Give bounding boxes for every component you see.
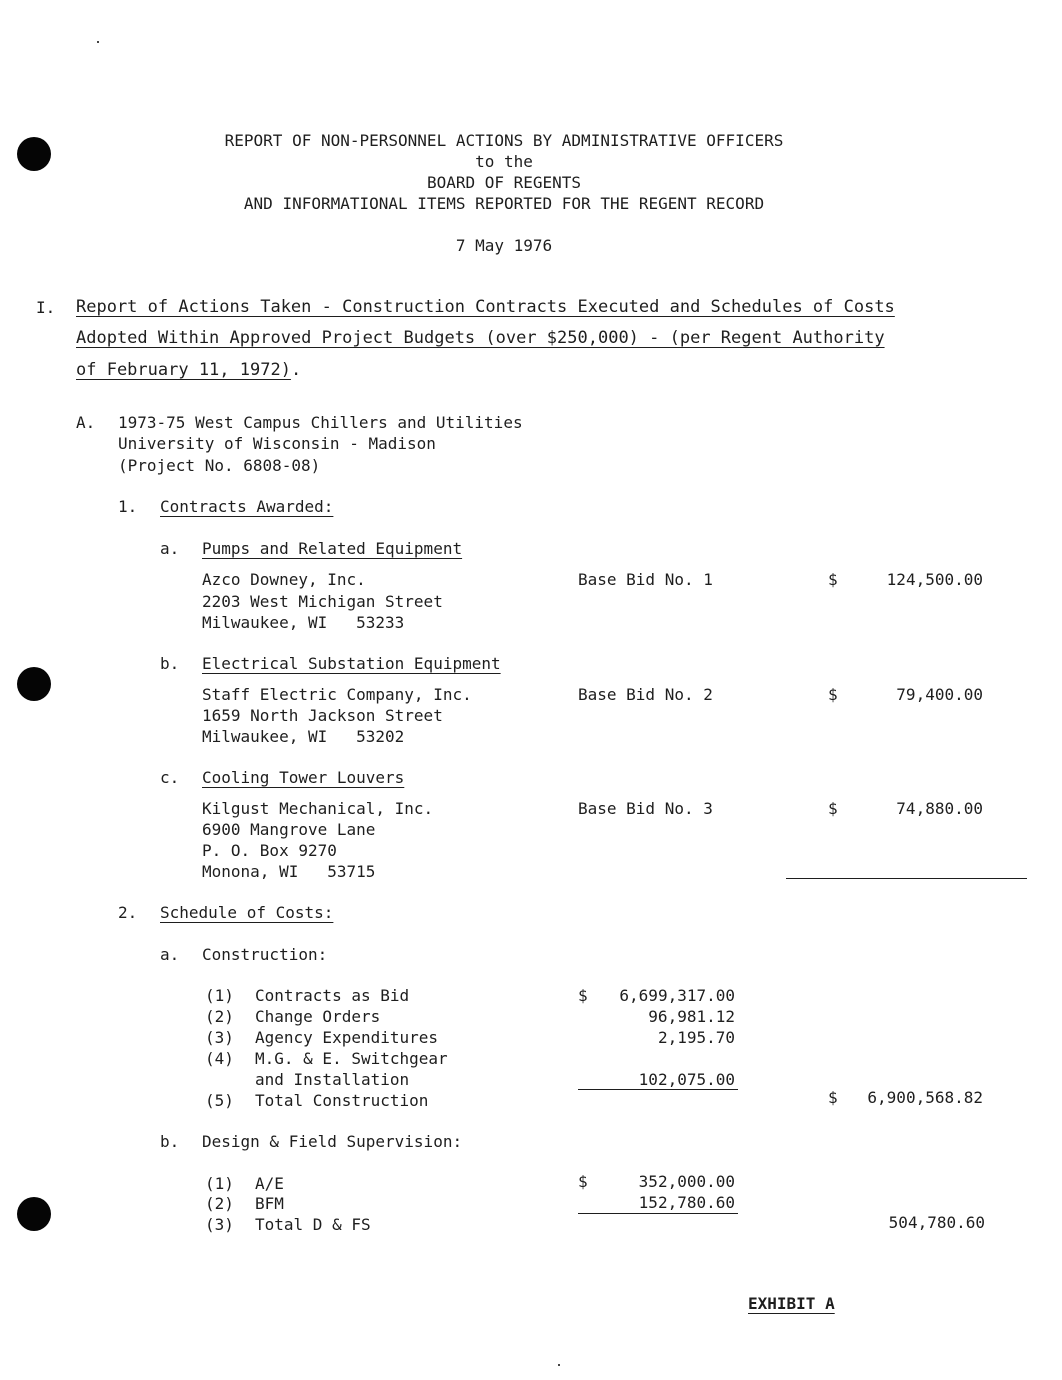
contract-a-address-3: Milwaukee, WI 53233 (202, 613, 405, 632)
contract-c-currency: $ (828, 799, 838, 818)
contract-b-currency: $ (828, 685, 838, 704)
contract-b-address-1: Staff Electric Company, Inc. (202, 685, 472, 704)
design-subtotal-rule (578, 1213, 738, 1214)
contract-b-address-3: Milwaukee, WI 53202 (202, 727, 405, 746)
section-title-line-3 (76, 360, 301, 381)
contract-c-address-3: P. O. Box 9270 (202, 841, 337, 860)
scan-speck (558, 1364, 560, 1366)
contract-c-letter: c. (160, 768, 180, 787)
schedule-number: 2. (118, 903, 138, 922)
contract-c-title: Cooling Tower Louvers (202, 768, 405, 787)
construction-row-1-num: (1) (205, 986, 234, 1005)
construction-row-4-num: (4) (205, 1049, 234, 1068)
exhibit-label: EXHIBIT A (748, 1294, 835, 1313)
construction-row-1-label: Contracts as Bid (255, 986, 410, 1005)
contract-a-amount: 124,500.00 (886, 570, 983, 589)
design-row-3-label: Total D & FS (255, 1215, 371, 1234)
design-row-1-label: A/E (255, 1174, 284, 1193)
contract-a-letter: a. (160, 539, 180, 558)
construction-row-5-num: (5) (205, 1091, 234, 1110)
design-row-2-amount: 152,780.60 (638, 1193, 735, 1212)
punch-hole-middle (17, 667, 51, 701)
contracts-heading: Contracts Awarded: (160, 497, 334, 516)
project-line-2: University of Wisconsin - Madison (118, 434, 436, 453)
construction-row-2-label: Change Orders (255, 1007, 381, 1026)
header-line-1: REPORT OF NON-PERSONNEL ACTIONS BY ADMINISTRATIVE OFFICERS (224, 131, 784, 150)
section-title-line-2: Adopted Within Approved Project Budgets (over $250,000) - (per Regent Authority (76, 328, 885, 348)
header-line-4: AND INFORMATIONAL ITEMS REPORTED FOR THE REGENT RECORD (243, 194, 765, 213)
contract-a-address-1: Azco Downey, Inc. (202, 570, 366, 589)
project-letter: A. (76, 413, 96, 432)
design-row-1-num: (1) (205, 1174, 234, 1193)
contract-a-bid: Base Bid No. 1 (578, 570, 713, 589)
section-title-period: . (290, 360, 302, 380)
construction-letter: a. (160, 945, 180, 964)
report-date: 7 May 1976 (455, 236, 553, 255)
contracts-total-rule (786, 878, 1027, 879)
construction-row-2-amount: 96,981.12 (648, 1007, 735, 1026)
scan-speck (97, 41, 99, 43)
design-total-amount: 504,780.60 (888, 1213, 985, 1232)
contract-a-title: Pumps and Related Equipment (202, 539, 463, 558)
contract-a-address-2: 2203 West Michigan Street (202, 592, 443, 611)
header-line-2: to the (475, 152, 533, 171)
contracts-number: 1. (118, 497, 138, 516)
construction-heading: Construction: (202, 945, 328, 964)
contract-c-address-2: 6900 Mangrove Lane (202, 820, 376, 839)
construction-total-amount: 6,900,568.82 (867, 1088, 983, 1107)
contract-a-currency: $ (828, 570, 838, 589)
construction-row-3-amount: 2,195.70 (657, 1028, 735, 1047)
design-heading: Design & Field Supervision: (202, 1132, 463, 1151)
construction-row-4-label-cont: and Installation (255, 1070, 410, 1089)
design-row-3-num: (3) (205, 1215, 234, 1234)
construction-subtotal-rule (578, 1089, 738, 1090)
contract-c-amount: 74,880.00 (896, 799, 983, 818)
construction-row-1-amount: 6,699,317.00 (619, 986, 735, 1005)
section-title-text: of February 11, 1972) (76, 360, 291, 380)
header-line-3: BOARD OF REGENTS (426, 173, 582, 192)
schedule-heading: Schedule of Costs: (160, 903, 334, 922)
contract-b-letter: b. (160, 654, 180, 673)
construction-row-1-currency: $ (578, 986, 588, 1005)
contract-b-bid: Base Bid No. 2 (578, 685, 713, 704)
project-line-3: (Project No. 6808-08) (118, 456, 321, 475)
section-title-line-1: Report of Actions Taken - Construction Contracts Executed and Schedules of Costs (76, 297, 895, 317)
construction-row-2-num: (2) (205, 1007, 234, 1026)
contract-b-address-2: 1659 North Jackson Street (202, 706, 443, 725)
construction-row-4-amount: 102,075.00 (638, 1070, 735, 1089)
section-numeral: I. (36, 298, 56, 317)
project-line-1: 1973-75 West Campus Chillers and Utilities (118, 413, 523, 432)
construction-row-5-label: Total Construction (255, 1091, 429, 1110)
design-row-2-num: (2) (205, 1194, 234, 1213)
construction-row-3-label: Agency Expenditures (255, 1028, 439, 1047)
contract-c-address-4: Monona, WI 53715 (202, 862, 376, 881)
design-letter: b. (160, 1132, 180, 1151)
contract-c-bid: Base Bid No. 3 (578, 799, 713, 818)
design-row-1-currency: $ (578, 1172, 588, 1191)
construction-row-3-num: (3) (205, 1028, 234, 1047)
design-row-2-label: BFM (255, 1194, 284, 1213)
design-row-1-amount: 352,000.00 (638, 1172, 735, 1191)
contract-b-title: Electrical Substation Equipment (202, 654, 501, 673)
construction-row-4-label: M.G. & E. Switchgear (255, 1049, 448, 1068)
punch-hole-bottom (17, 1197, 51, 1231)
construction-total-currency: $ (828, 1088, 838, 1107)
contract-c-address-1: Kilgust Mechanical, Inc. (202, 799, 434, 818)
contract-b-amount: 79,400.00 (896, 685, 983, 704)
